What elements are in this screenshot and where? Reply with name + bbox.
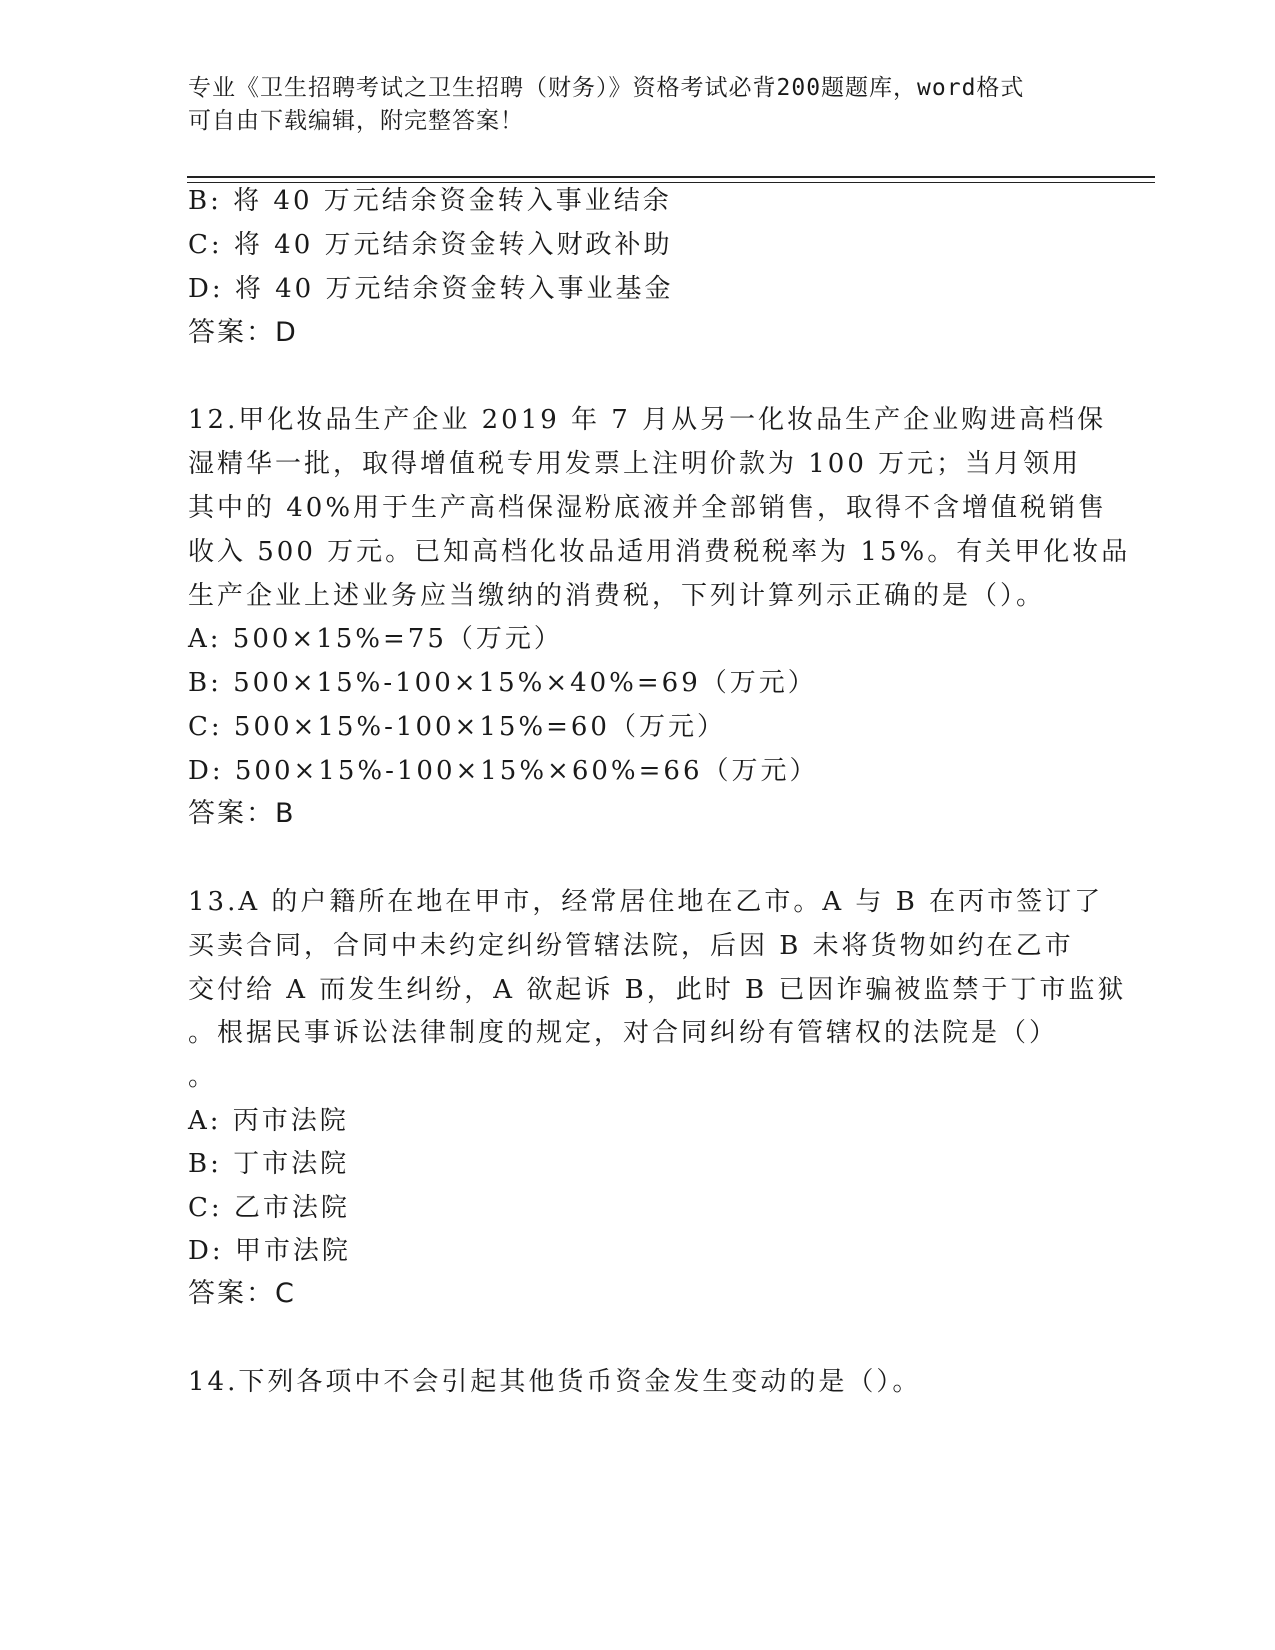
q13-option-a: A: 丙市法院: [188, 1106, 349, 1136]
q13-option-b: B: 丁市法院: [188, 1149, 350, 1179]
q12-stem-line-2: 湿精华一批，取得增值税专用发票上注明价款为 100 万元；当月领用: [188, 449, 1082, 479]
header-divider: [187, 176, 1155, 178]
q13-option-c: C: 乙市法院: [188, 1193, 350, 1223]
q13-stem-line-2: 买卖合同，合同中未约定纠纷管辖法院，后因 B 未将货物如约在乙市: [188, 931, 1074, 961]
q12-option-b: B: 500×15%-100×15%×40%=69（万元）: [188, 668, 817, 698]
document-header: [188, 72, 1088, 138]
q12-option-d: D: 500×15%-100×15%×60%=66（万元）: [188, 756, 819, 786]
q12-stem-line-4: 收入 500 万元。已知高档化妆品适用消费税税率为 15%。有关甲化妆品: [188, 537, 1131, 567]
q13-option-d: D: 甲市法院: [188, 1236, 351, 1266]
header-divider-thin: [187, 182, 1155, 183]
q11-answer: 答案：D: [188, 317, 298, 348]
q13-stem-line-4: 。根据民事诉讼法律制度的规定，对合同纠纷有管辖权的法院是（）: [188, 1018, 1059, 1048]
q12-stem-line-5: 生产企业上述业务应当缴纳的消费税，下列计算列示正确的是（）。: [188, 581, 1046, 611]
q13-answer: 答案：C: [188, 1278, 296, 1309]
q12-answer: 答案：B: [188, 798, 296, 829]
q14-stem-line-1: 14.下列各项中不会引起其他货币资金发生变动的是（）。: [188, 1367, 922, 1397]
q13-stem-line-5: 。: [188, 1062, 218, 1092]
q12-stem-line-3: 其中的 40%用于生产高档保湿粉底液并全部销售，取得不含增值税销售: [188, 493, 1108, 523]
q12-option-c: C: 500×15%-100×15%=60（万元）: [188, 712, 726, 742]
q12-option-a: A: 500×15%=75（万元）: [188, 624, 563, 654]
q11-option-c: C: 将 40 万元结余资金转入财政补助: [188, 230, 673, 260]
q11-option-d: D: 将 40 万元结余资金转入事业基金: [188, 274, 674, 304]
q11-option-b: B: 将 40 万元结余资金转入事业结余: [188, 186, 672, 216]
header-title-line-1: 专业《卫生招聘考试之卫生招聘（财务）》资格考试必背200题题库，word格式: [188, 75, 1025, 101]
header-title-line-2: 可自由下载编辑，附完整答案！: [188, 108, 524, 134]
q13-stem-line-1: 13.A 的户籍所在地在甲市，经常居住地在乙市。A 与 B 在丙市签订了: [188, 887, 1104, 917]
q13-stem-line-3: 交付给 A 而发生纠纷，A 欲起诉 B，此时 B 已因诈骗被监禁于丁市监狱: [188, 975, 1127, 1005]
q12-stem-line-1: 12.甲化妆品生产企业 2019 年 7 月从另一化妆品生产企业购进高档保: [188, 405, 1107, 435]
